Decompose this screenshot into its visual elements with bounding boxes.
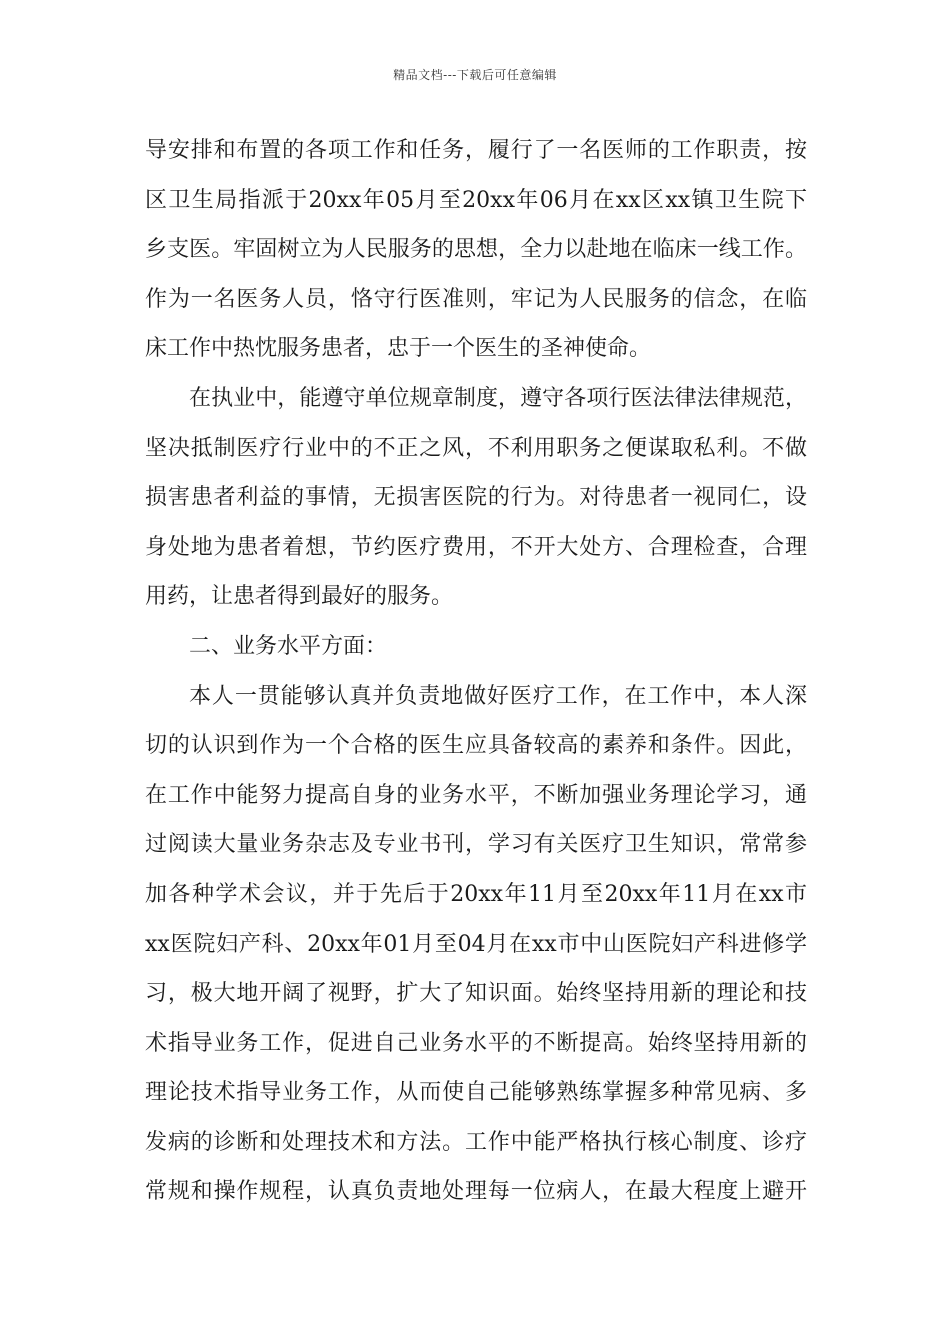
- text-line: 乡支医。牢固树立为人民服务的思想，全力以赴地在临床一线工作。: [145, 237, 807, 263]
- text-line: 发病的诊断和处理技术和方法。工作中能严格执行核心制度、诊疗: [145, 1129, 807, 1155]
- text-line: 加各种学术会议，并于先后于20xx年11月至20xx年11月在xx市: [145, 881, 807, 907]
- text-line: 习，极大地开阔了视野，扩大了知识面。始终坚持用新的理论和技: [145, 981, 807, 1007]
- text-line: 坚决抵制医疗行业中的不正之风，不利用职务之便谋取私利。不做: [145, 435, 807, 461]
- text-line: 本人一贯能够认真并负责地做好医疗工作，在工作中，本人深: [189, 683, 807, 709]
- body-text: [145, 126, 807, 1217]
- text-line: 切的认识到作为一个合格的医生应具备较高的素养和条件。因此，: [145, 733, 807, 759]
- text-line: 身处地为患者着想，节约医疗费用，不开大处方、合理检查，合理: [145, 534, 807, 560]
- text-line: 过阅读大量业务杂志及专业书刊，学习有关医疗卫生知识，常常参: [145, 832, 807, 858]
- section-heading: 二、业务水平方面：: [189, 633, 388, 659]
- text-line: 床工作中热忱服务患者，忠于一个医生的圣神使命。: [145, 336, 652, 362]
- text-line: 在执业中，能遵守单位规章制度，遵守各项行医法律法律规范，: [189, 385, 807, 411]
- text-line: 区卫生局指派于20xx年05月至20xx年06月在xx区xx镇卫生院下: [145, 187, 807, 213]
- text-line: 在工作中能努力提高自身的业务水平，不断加强业务理论学习，通: [145, 782, 807, 808]
- text-line: 作为一名医务人员，恪守行医准则，牢记为人民服务的信念，在临: [145, 286, 807, 312]
- text-line: 用药，让患者得到最好的服务。: [145, 584, 454, 610]
- text-line: 理论技术指导业务工作，从而使自己能够熟练掌握多种常见病、多: [145, 1080, 807, 1106]
- page-header: 精品文档---下载后可任意编辑: [393, 68, 557, 82]
- text-line: 术指导业务工作，促进自己业务水平的不断提高。始终坚持用新的: [145, 1030, 807, 1056]
- text-line: 常规和操作规程，认真负责地处理每一位病人，在最大程度上避开: [145, 1179, 807, 1205]
- text-line: 损害患者利益的事情，无损害医院的行为。对待患者一视同仁，设: [145, 485, 807, 511]
- text-line: xx医院妇产科、20xx年01月至04月在xx市中山医院妇产科进修学: [145, 931, 807, 957]
- text-line: 导安排和布置的各项工作和任务，履行了一名医师的工作职责，按: [145, 138, 807, 163]
